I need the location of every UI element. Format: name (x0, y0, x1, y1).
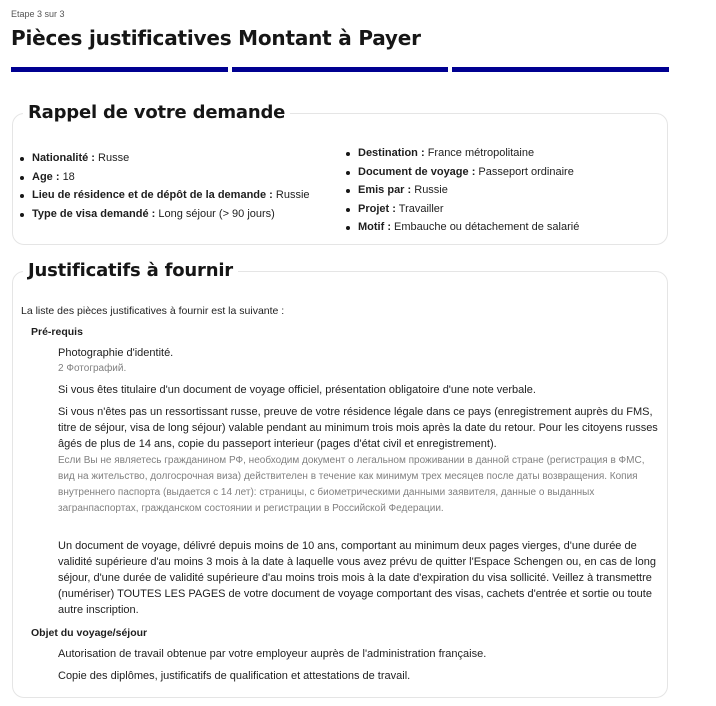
progress-segment-2 (232, 67, 449, 72)
summary-label: Document de voyage : (358, 165, 476, 178)
summary-label: Nationalité : (32, 152, 95, 164)
doc-photo: Photographie d'identité. (58, 347, 174, 359)
summary-label: Destination : (358, 147, 425, 159)
summary-item-issued-by (343, 181, 579, 200)
doc-residence-proof-ru: Если Вы не являетесь гражданином РФ, необходим документ о легальном проживании в данной стране (регистрация в ФМС, вид на жительство, долгосрочная виза) действителен в течение как минимум трех месяцев после даты возвращения. Копия внутреннего паспорта (выдается с 14 лет): страницы, с биометрическими данными заявителя, данные о выданных загранпаспортах, гражданском состоянии и регистрации в Российской Федерации. (58, 455, 645, 514)
summary-label: Emis par : (358, 184, 412, 197)
step-indicator: Etape 3 sur 3 (11, 9, 65, 19)
trip-purpose-heading: Objet du voyage/séjour (31, 627, 148, 639)
doc-work-authorization: Autorisation de travail obtenue par votre employeur auprès de l'administration française. (58, 648, 487, 660)
summary-item-travel-document (343, 163, 579, 182)
summary-item-residence (17, 186, 310, 205)
summary-item-nationality (17, 149, 310, 168)
summary-label: Lieu de résidence et de dépôt de la demande : (32, 189, 273, 202)
summary-list-right (343, 144, 579, 237)
doc-official-note: Si vous êtes titulaire d'un document de voyage officiel, présentation obligatoire d'une note verbale. (58, 384, 536, 396)
summary-value: Travailler (398, 202, 444, 215)
request-summary-title: Rappel de votre demande (23, 102, 290, 123)
required-documents-card (12, 260, 668, 698)
summary-item-visa-type (17, 205, 310, 224)
request-summary-card (12, 102, 668, 245)
doc-residence-proof: Si vous n'êtes pas un ressortissant russe, preuve de votre résidence légale dans ce pays (enregistrement auprès du FMS, titre de séjour, visa de long séjour) valable pendant au minimum trois mois après la date du retour. Pour les citoyens russes âgés de plus de 14 ans, copie du passeport interieur (pages d'état civil et enregistrement). (58, 406, 658, 450)
prerequisites-heading: Pré-requis (31, 326, 83, 338)
summary-value: Russie (275, 189, 310, 202)
documents-intro: La liste des pièces justificatives à fournir est la suivante : (21, 305, 285, 317)
summary-item-project (343, 200, 579, 219)
required-documents-title: Justificatifs à fournir (23, 260, 238, 281)
doc-travel-document: Un document de voyage, délivré depuis moins de 10 ans, comportant au minimum deux pages vierges, d'une durée de validité supérieure d'au moins 3 mois à la date à laquelle vous avez prévu de quitter l'Espace Schengen ou, en cas de long séjour, d'une durée de validité supérieure d'au moins trois mois à la date d'expiration du visa sollicité. Veillez à transmettre (numériser) TOUTES LES PAGES de votre document de voyage comportant des visas, cachets d'entrée et sortie ou toute autre inscription. (58, 540, 656, 616)
summary-value: Passeport ordinaire (478, 165, 574, 178)
summary-value: France métropolitaine (427, 147, 535, 159)
doc-diplomas: Copie des diplômes, justificatifs de qualification et attestations de travail. (58, 670, 411, 682)
progress-segment-3 (452, 67, 669, 72)
page-title: Pièces justificatives Montant à Payer (11, 26, 421, 50)
summary-item-motive (343, 218, 579, 237)
doc-photo-ru: 2 Фотографий. (58, 363, 127, 374)
summary-item-age (17, 168, 310, 187)
summary-item-destination (343, 144, 579, 163)
summary-label: Projet : (358, 202, 396, 215)
summary-value: Russe (98, 152, 130, 164)
progress-segment-1 (11, 67, 228, 72)
summary-value: 18 (62, 170, 75, 183)
summary-label: Type de visa demandé : (32, 207, 156, 220)
summary-value: Embauche ou détachement de salarié (394, 221, 580, 234)
summary-label: Motif : (358, 221, 391, 234)
summary-list-left (17, 149, 310, 223)
summary-label: Age : (32, 170, 60, 183)
step-progress-bar (11, 67, 669, 72)
summary-value: Russie (414, 184, 448, 197)
summary-value: Long séjour (> 90 jours) (158, 207, 275, 220)
